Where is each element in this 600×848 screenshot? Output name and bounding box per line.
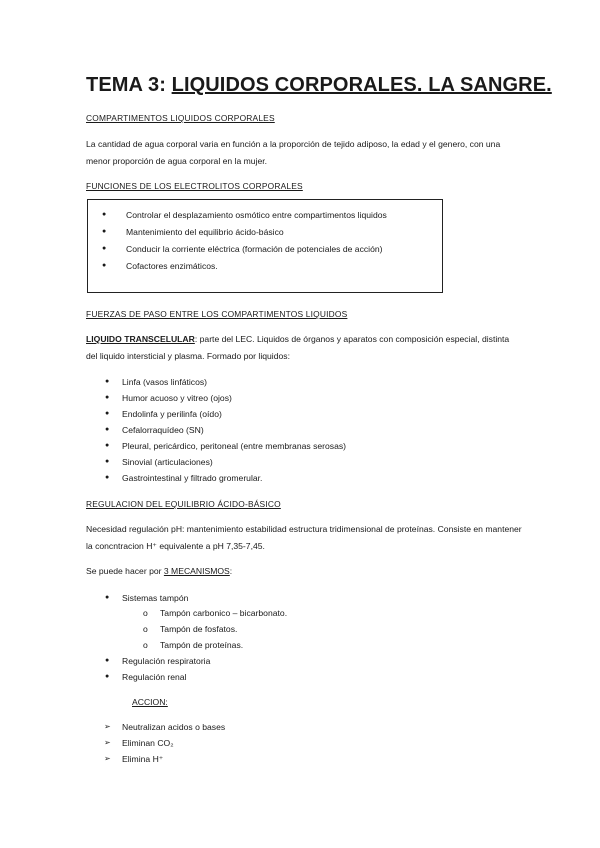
arrow-bullet-icon: ➢ — [104, 738, 111, 747]
list-item: o Tampón carbonico – bicarbonato. — [160, 605, 287, 621]
list-item: ● Cefalorraquídeo (SN) — [122, 422, 346, 438]
bullet-icon: ● — [105, 458, 110, 465]
bullet-icon: ● — [105, 657, 110, 664]
heading-funciones: FUNCIONES DE LOS ELECTROLITOS CORPORALES — [86, 181, 303, 191]
arrow-bullet-icon: ➢ — [104, 754, 111, 763]
list-item: ➢ Eliminan CO₂ — [122, 735, 225, 751]
bullet-icon: ● — [105, 378, 110, 385]
paragraph-mecanismos: Se puede hacer por 3 MECANISMOS: — [86, 566, 233, 576]
bullet-icon: ● — [102, 262, 107, 269]
mecanismos-label: 3 MECANISMOS — [163, 566, 230, 576]
list-item: ● Regulación respiratoria — [122, 653, 210, 669]
heading-fuerzas: FUERZAS DE PASO ENTRE LOS COMPARTIMENTOS LIQUIDOS — [86, 309, 348, 319]
mecanismos-list-top — [105, 590, 189, 606]
term-transcelular: LIQUIDO TRANSCELULAR — [86, 334, 195, 344]
circle-bullet-icon: o — [143, 624, 148, 634]
paragraph-regulacion: Necesidad regulación pH: mantenimiento estabilidad estructura tridimensional de proteínas. Consiste en mantener la concntracion H⁺ equivalente a pH 7,35-7,45. — [86, 524, 522, 551]
bullet-icon: ● — [102, 228, 107, 235]
bullet-icon: ● — [105, 474, 110, 481]
list-item: ● Pleural, pericárdico, peritoneal (entre membranas serosas) — [122, 438, 346, 454]
bullet-icon: ● — [102, 211, 107, 218]
accion-label: ACCION: — [132, 697, 168, 707]
list-item: ● Mantenimiento del equilibrio ácido-básico — [126, 224, 426, 240]
list-item: ● Sinovial (articulaciones) — [122, 454, 346, 470]
acciones-list — [104, 719, 226, 767]
title-prefix: TEMA 3: — [86, 74, 172, 96]
title-main: LIQUIDOS CORPORALES. LA SANGRE. — [171, 74, 552, 96]
arrow-bullet-icon: ➢ — [104, 722, 111, 731]
page-title — [86, 74, 552, 97]
list-item: ● Sistemas tampón — [122, 590, 188, 606]
bullet-icon: ● — [105, 442, 110, 449]
bullet-icon: ● — [102, 245, 107, 252]
list-item: ● Conducir la corriente eléctrica (formación de potenciales de acción) — [126, 241, 426, 257]
bullet-icon: ● — [105, 673, 110, 680]
circle-bullet-icon: o — [143, 608, 148, 618]
list-item: o Tampón de proteínas. — [160, 637, 287, 653]
bullet-icon: ● — [105, 394, 110, 401]
bullet-icon: ● — [105, 594, 110, 601]
list-item: ● Gastrointestinal y filtrado gromerular. — [122, 470, 346, 486]
heading-regulacion: REGULACION DEL EQUILIBRIO ÁCIDO-BÁSICO — [86, 499, 281, 509]
funciones-list — [102, 207, 426, 275]
list-item: ● Controlar el desplazamiento osmótico entre compartimentos liquidos — [126, 207, 426, 223]
list-item: ● Cofactores enzimáticos. — [126, 258, 426, 274]
list-item: ● Endolinfa y perilinfa (oído) — [122, 406, 346, 422]
liquidos-list — [105, 374, 347, 486]
heading-compartimentos: COMPARTIMENTOS LIQUIDOS CORPORALES — [86, 113, 275, 123]
bullet-icon: ● — [105, 410, 110, 417]
list-item: ➢ Elimina H⁺ — [122, 751, 225, 767]
list-item: ➢ Neutralizan acidos o bases — [122, 719, 225, 735]
list-item: ● Humor acuoso y vitreo (ojos) — [122, 390, 346, 406]
list-item: o Tampón de fosfatos. — [160, 621, 287, 637]
list-item: ● Regulación renal — [122, 669, 210, 685]
mecanismos-list-bottom — [105, 653, 211, 685]
list-item: ● Linfa (vasos linfáticos) — [122, 374, 346, 390]
paragraph-transcelular: LIQUIDO TRANSCELULAR: parte del LEC. Liquidos de órganos y aparatos con composición especial, distinta del liquido intersticial y plasma. Formado por liquidos: — [86, 334, 510, 361]
circle-bullet-icon: o — [143, 640, 148, 650]
paragraph-compartimentos: La cantidad de agua corporal varia en función a la proporción de tejido adiposo, la edad y el genero, con una menor proporción de agua corporal en la mujer. — [86, 139, 501, 166]
bullet-icon: ● — [105, 426, 110, 433]
tampones-list — [143, 605, 288, 653]
funciones-box — [87, 199, 443, 293]
